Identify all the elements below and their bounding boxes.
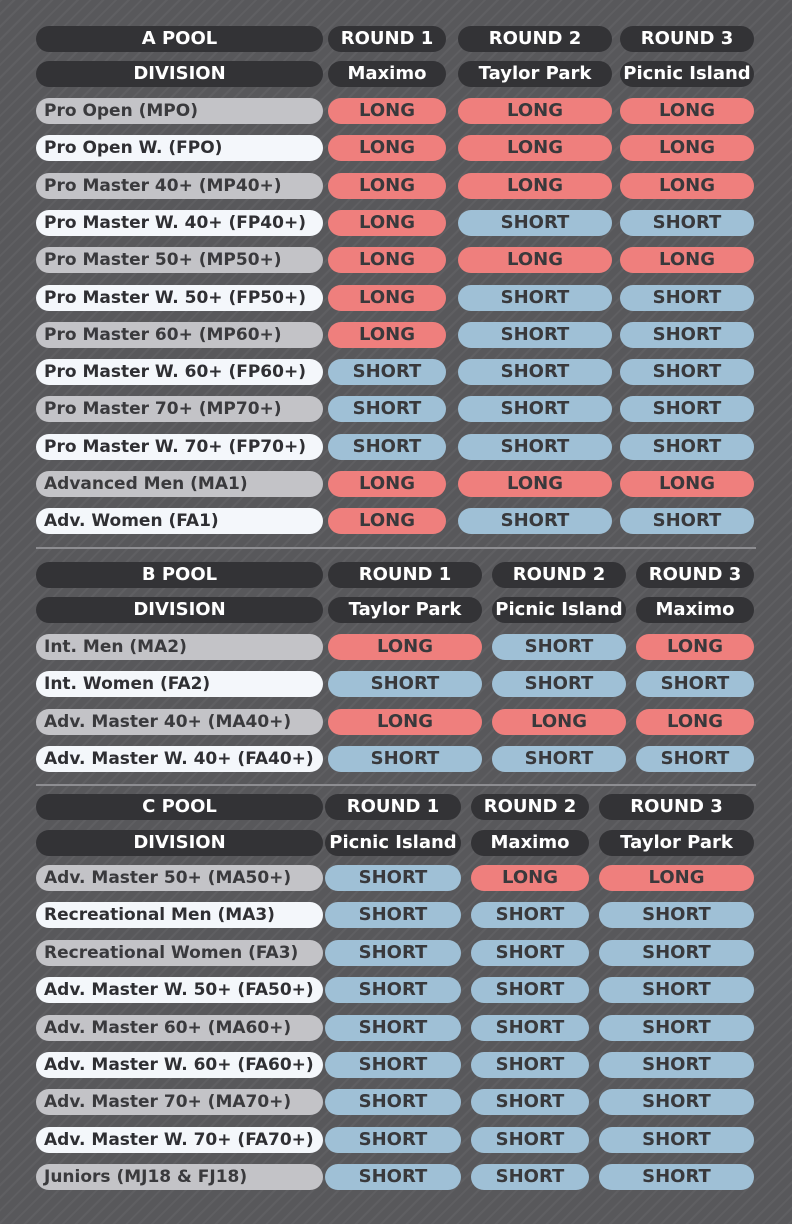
division-name: Pro Open (MPO) [36, 98, 323, 124]
division-name: Pro Master W. 60+ (FP60+) [36, 359, 323, 385]
division-name: Adv. Master 50+ (MA50+) [36, 865, 323, 891]
layout-cell-round-1: LONG [328, 98, 446, 124]
division-row [0, 471, 792, 497]
division-row [0, 940, 792, 966]
layout-cell-round-1: SHORT [328, 434, 446, 460]
division-row [0, 322, 792, 348]
division-row [0, 746, 792, 772]
division-name: Adv. Master W. 60+ (FA60+) [36, 1052, 323, 1078]
layout-cell-round-2: SHORT [492, 634, 626, 660]
division-row [0, 210, 792, 236]
division-row [0, 508, 792, 534]
division-row [0, 1015, 792, 1041]
layout-cell-round-3: LONG [620, 173, 754, 199]
division-row [0, 98, 792, 124]
layout-cell-round-1: SHORT [325, 1015, 461, 1041]
layout-cell-round-2: SHORT [458, 508, 612, 534]
layout-cell-round-1: LONG [328, 210, 446, 236]
division-name: Recreational Men (MA3) [36, 902, 323, 928]
division-row [0, 434, 792, 460]
round-label: ROUND 1 [325, 794, 461, 820]
division-name: Pro Master 70+ (MP70+) [36, 396, 323, 422]
division-name: Adv. Master 60+ (MA60+) [36, 1015, 323, 1041]
layout-cell-round-1: SHORT [325, 1127, 461, 1153]
division-name: Pro Master W. 70+ (FP70+) [36, 434, 323, 460]
layout-cell-round-1: SHORT [328, 396, 446, 422]
layout-cell-round-2: LONG [471, 865, 589, 891]
layout-cell-round-1: SHORT [325, 1164, 461, 1190]
round-label: ROUND 1 [328, 562, 482, 588]
layout-cell-round-3: SHORT [620, 285, 754, 311]
layout-cell-round-1: LONG [328, 634, 482, 660]
division-row [0, 173, 792, 199]
division-row [0, 634, 792, 660]
layout-cell-round-2: SHORT [471, 902, 589, 928]
layout-cell-round-1: LONG [328, 709, 482, 735]
round-label: ROUND 2 [458, 26, 612, 52]
division-row [0, 1052, 792, 1078]
layout-cell-round-2: SHORT [471, 1052, 589, 1078]
pool-header-row [0, 794, 792, 820]
division-name: Int. Women (FA2) [36, 671, 323, 697]
layout-cell-round-2: SHORT [458, 210, 612, 236]
round-label: ROUND 3 [636, 562, 754, 588]
course-name: Picnic Island [620, 61, 754, 87]
division-header-row [0, 830, 792, 856]
layout-cell-round-1: SHORT [325, 865, 461, 891]
division-name: Adv. Master 40+ (MA40+) [36, 709, 323, 735]
layout-cell-round-3: SHORT [599, 1127, 754, 1153]
layout-cell-round-1: SHORT [325, 977, 461, 1003]
division-row [0, 1127, 792, 1153]
division-name: Pro Master 40+ (MP40+) [36, 173, 323, 199]
layout-cell-round-3: SHORT [599, 1015, 754, 1041]
layout-cell-round-2: LONG [492, 709, 626, 735]
layout-cell-round-3: SHORT [620, 434, 754, 460]
layout-cell-round-3: SHORT [620, 396, 754, 422]
division-row [0, 1164, 792, 1190]
layout-cell-round-3: SHORT [636, 746, 754, 772]
layout-cell-round-3: SHORT [599, 1089, 754, 1115]
round-label: ROUND 1 [328, 26, 446, 52]
layout-cell-round-1: SHORT [328, 359, 446, 385]
layout-cell-round-1: LONG [328, 322, 446, 348]
layout-cell-round-3: LONG [620, 471, 754, 497]
course-name: Picnic Island [325, 830, 461, 856]
layout-cell-round-2: SHORT [458, 322, 612, 348]
layout-cell-round-2: LONG [458, 247, 612, 273]
course-name: Taylor Park [328, 597, 482, 623]
pool-label: A POOL [36, 26, 323, 52]
layout-cell-round-3: SHORT [636, 671, 754, 697]
layout-cell-round-2: LONG [458, 98, 612, 124]
division-name: Int. Men (MA2) [36, 634, 323, 660]
course-name: Picnic Island [492, 597, 626, 623]
layout-cell-round-3: SHORT [620, 508, 754, 534]
layout-cell-round-2: LONG [458, 135, 612, 161]
layout-cell-round-1: LONG [328, 173, 446, 199]
layout-cell-round-2: SHORT [492, 671, 626, 697]
division-row [0, 247, 792, 273]
layout-cell-round-2: LONG [458, 173, 612, 199]
layout-cell-round-1: LONG [328, 135, 446, 161]
layout-cell-round-3: SHORT [599, 1164, 754, 1190]
layout-cell-round-2: SHORT [471, 1015, 589, 1041]
division-name: Pro Master 50+ (MP50+) [36, 247, 323, 273]
division-name: Juniors (MJ18 & FJ18) [36, 1164, 323, 1190]
layout-cell-round-2: SHORT [471, 1164, 589, 1190]
division-label: DIVISION [36, 61, 323, 87]
layout-cell-round-3: LONG [636, 709, 754, 735]
layout-cell-round-3: SHORT [599, 977, 754, 1003]
division-row [0, 977, 792, 1003]
division-row [0, 671, 792, 697]
division-header-row [0, 597, 792, 623]
division-label: DIVISION [36, 597, 323, 623]
layout-cell-round-3: SHORT [599, 1052, 754, 1078]
division-name: Pro Open W. (FPO) [36, 135, 323, 161]
pool-divider [36, 784, 756, 786]
round-label: ROUND 3 [599, 794, 754, 820]
layout-cell-round-2: SHORT [492, 746, 626, 772]
layout-cell-round-3: SHORT [599, 940, 754, 966]
layout-cell-round-1: SHORT [325, 902, 461, 928]
division-row [0, 396, 792, 422]
division-row [0, 285, 792, 311]
pool-divider [36, 547, 756, 549]
course-name: Maximo [636, 597, 754, 623]
layout-cell-round-1: LONG [328, 471, 446, 497]
layout-cell-round-3: LONG [636, 634, 754, 660]
division-name: Adv. Master 70+ (MA70+) [36, 1089, 323, 1115]
pool-header-row [0, 26, 792, 52]
division-label: DIVISION [36, 830, 323, 856]
layout-cell-round-2: SHORT [458, 359, 612, 385]
layout-cell-round-1: SHORT [325, 940, 461, 966]
division-row [0, 902, 792, 928]
layout-cell-round-3: LONG [620, 98, 754, 124]
layout-cell-round-1: SHORT [325, 1052, 461, 1078]
pool-label: B POOL [36, 562, 323, 588]
pool-header-row [0, 562, 792, 588]
layout-cell-round-2: SHORT [471, 940, 589, 966]
division-name: Adv. Master W. 70+ (FA70+) [36, 1127, 323, 1153]
layout-cell-round-2: SHORT [471, 977, 589, 1003]
layout-cell-round-1: LONG [328, 508, 446, 534]
layout-cell-round-2: SHORT [458, 434, 612, 460]
layout-cell-round-3: SHORT [620, 322, 754, 348]
round-label: ROUND 2 [492, 562, 626, 588]
round-label: ROUND 2 [471, 794, 589, 820]
division-row [0, 359, 792, 385]
layout-cell-round-3: LONG [620, 135, 754, 161]
division-name: Adv. Master W. 50+ (FA50+) [36, 977, 323, 1003]
division-name: Adv. Women (FA1) [36, 508, 323, 534]
layout-cell-round-2: SHORT [471, 1089, 589, 1115]
layout-cell-round-3: LONG [620, 247, 754, 273]
layout-cell-round-2: SHORT [471, 1127, 589, 1153]
layout-cell-round-3: LONG [599, 865, 754, 891]
layout-cell-round-2: LONG [458, 471, 612, 497]
division-name: Advanced Men (MA1) [36, 471, 323, 497]
division-name: Pro Master 60+ (MP60+) [36, 322, 323, 348]
layout-cell-round-1: SHORT [328, 671, 482, 697]
pool-label: C POOL [36, 794, 323, 820]
division-name: Recreational Women (FA3) [36, 940, 323, 966]
division-row [0, 865, 792, 891]
layout-cell-round-1: LONG [328, 285, 446, 311]
division-row [0, 1089, 792, 1115]
course-name: Maximo [471, 830, 589, 856]
layout-cell-round-3: SHORT [620, 359, 754, 385]
layout-cell-round-3: SHORT [599, 902, 754, 928]
layout-cell-round-1: SHORT [325, 1089, 461, 1115]
layout-cell-round-1: SHORT [328, 746, 482, 772]
round-label: ROUND 3 [620, 26, 754, 52]
layout-cell-round-2: SHORT [458, 285, 612, 311]
division-name: Adv. Master W. 40+ (FA40+) [36, 746, 323, 772]
division-row [0, 135, 792, 161]
course-name: Maximo [328, 61, 446, 87]
layout-cell-round-1: LONG [328, 247, 446, 273]
division-name: Pro Master W. 50+ (FP50+) [36, 285, 323, 311]
course-name: Taylor Park [458, 61, 612, 87]
division-header-row [0, 61, 792, 87]
course-name: Taylor Park [599, 830, 754, 856]
layout-cell-round-2: SHORT [458, 396, 612, 422]
division-row [0, 709, 792, 735]
division-name: Pro Master W. 40+ (FP40+) [36, 210, 323, 236]
layout-cell-round-3: SHORT [620, 210, 754, 236]
